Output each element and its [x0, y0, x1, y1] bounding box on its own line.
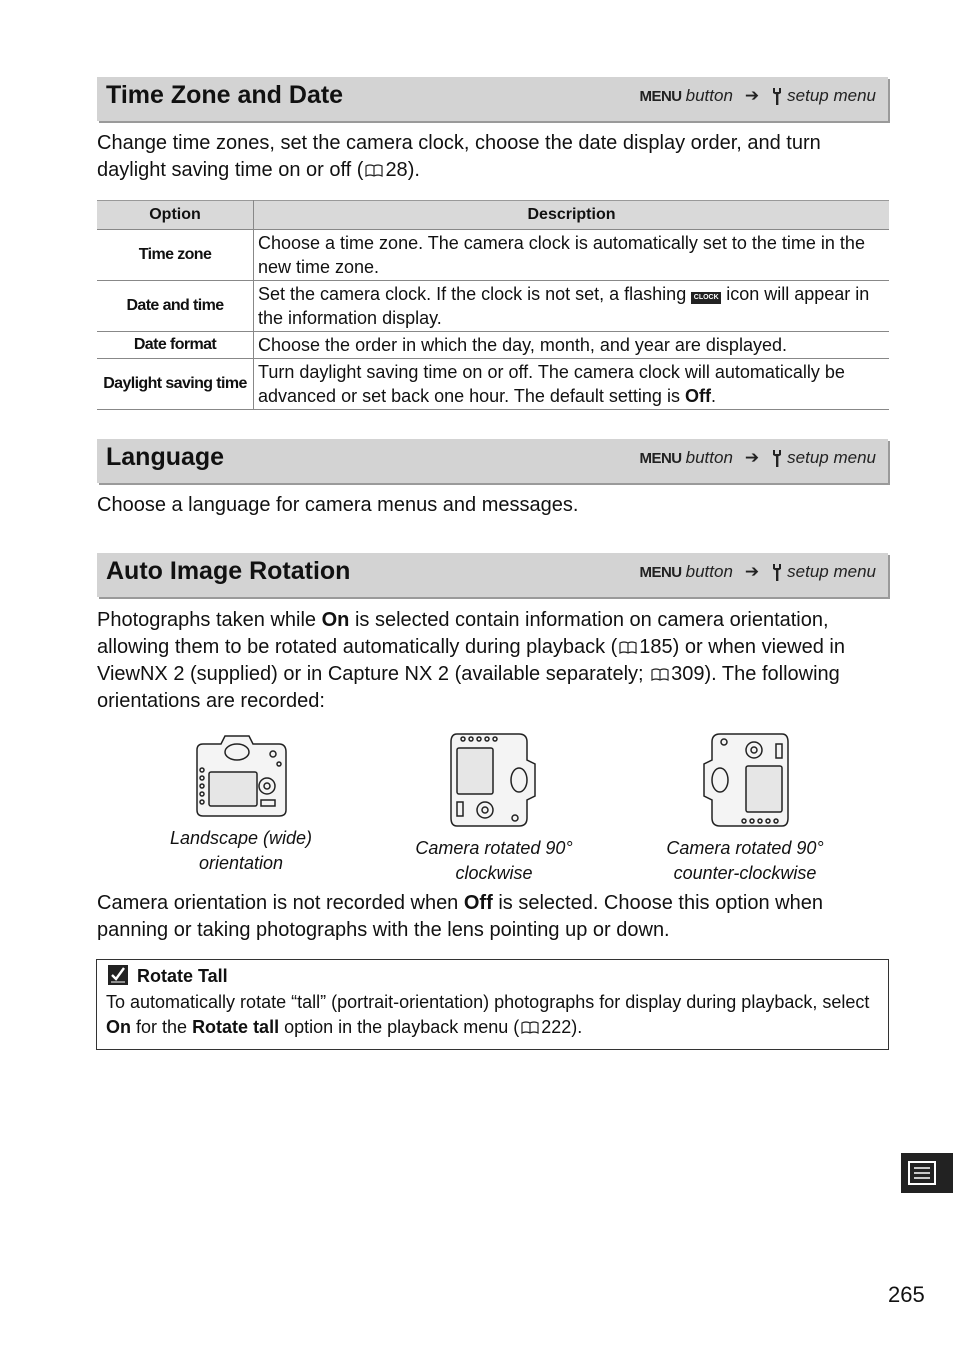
button-word: button: [685, 562, 733, 581]
paragraph-text: Camera orientation is not recorded when: [97, 892, 459, 914]
arrow-icon: ➔: [744, 562, 760, 581]
caption-landscape: [141, 826, 341, 876]
page-ref: 28: [385, 159, 408, 181]
header-option: Option: [97, 201, 254, 230]
figure-counter-clockwise: [645, 730, 845, 886]
caption-clockwise: [394, 836, 594, 886]
option-name: Date and time: [97, 281, 254, 332]
section-title: Language: [106, 443, 225, 471]
wrench-icon: [771, 563, 783, 581]
caption-line: Camera rotated 90°: [666, 838, 824, 858]
rotate-tall-option: Rotate tall: [192, 1017, 280, 1037]
book-ref-icon: [651, 668, 669, 681]
section-header-time-zone: [97, 77, 888, 121]
menu-path: [639, 448, 876, 468]
paragraph-text: Photographs taken while: [97, 609, 317, 631]
clock-icon: CLOCK: [691, 292, 721, 304]
description-text: Turn daylight saving time on or off. The camera clock will automatically be advanced or set back one hour. The default setting is: [258, 362, 845, 406]
page-ref: 309: [671, 663, 705, 685]
on-value: On: [106, 1017, 131, 1037]
option-description: Choose a time zone. The camera clock is automatically set to the time in the new time zone.: [254, 230, 890, 281]
button-word: button: [685, 448, 733, 467]
note-text: To automatically rotate “tall” (portrait-orientation) photographs for display during playback, select: [106, 992, 870, 1012]
option-name: Date format: [97, 332, 254, 359]
setup-menu-label: setup menu: [787, 86, 876, 105]
page-number: 265: [888, 1282, 925, 1307]
setup-menu-label: setup menu: [787, 448, 876, 467]
note-text: ).: [571, 1017, 583, 1037]
section-title: Auto Image Rotation: [106, 557, 351, 585]
setup-menu-label: setup menu: [787, 562, 876, 581]
page-ref: 185: [639, 636, 673, 658]
intro-text: Change time zones, set the camera clock, choose the date display order, and turn daylight saving time on or off (: [97, 132, 821, 181]
note-body: [106, 990, 886, 1040]
time-zone-intro: [97, 130, 877, 184]
table-row: [97, 230, 889, 281]
section-header-auto-rotation: [97, 553, 888, 597]
table-row: [97, 281, 889, 332]
book-ref-icon: [521, 1021, 539, 1034]
book-ref-icon: [619, 641, 637, 654]
menu-key: MENU: [639, 449, 682, 467]
menu-key: MENU: [639, 87, 682, 105]
language-text: Choose a language for camera menus and messages.: [97, 494, 579, 516]
note-text: option in the playback menu (: [284, 1017, 520, 1037]
option-description: [254, 281, 890, 332]
book-ref-icon: [365, 164, 383, 177]
note-box: [96, 959, 889, 1050]
caption-counter-clockwise: [645, 836, 845, 886]
description-text-end: .: [710, 386, 716, 406]
note-title: Rotate Tall: [137, 966, 228, 986]
on-value: On: [321, 609, 350, 631]
camera-landscape-illustration: [191, 730, 291, 820]
options-table: [97, 200, 889, 410]
intro-text-end: ).: [407, 159, 420, 181]
arrow-icon: ➔: [744, 448, 760, 467]
section-title: Time Zone and Date: [106, 81, 344, 109]
option-name: Daylight saving time: [97, 359, 254, 410]
menu-path: [639, 562, 876, 582]
caption-line: counter-clockwise: [673, 863, 817, 883]
figure-landscape: [141, 730, 341, 876]
description-text-end: icon will appear in the information display.: [258, 284, 870, 328]
menu-list-icon: [901, 1153, 953, 1193]
option-name: Time zone: [97, 230, 254, 281]
header-description: Description: [254, 201, 890, 230]
arrow-icon: ➔: [744, 86, 760, 105]
table-row: [97, 332, 889, 359]
paragraph-text: ). The following orientations are recorded:: [97, 663, 840, 712]
paragraph-text: is selected contain information on camera orientation, allowing them to be rotated automatically during playback (: [97, 609, 829, 658]
option-description: [254, 359, 890, 410]
note-text: for the: [136, 1017, 188, 1037]
caption-line: Camera rotated 90°: [415, 838, 573, 858]
wrench-icon: [771, 449, 783, 467]
button-word: button: [685, 86, 733, 105]
description-text: Set the camera clock. If the clock is not set, a flashing: [258, 284, 687, 304]
menu-key: MENU: [639, 563, 682, 581]
auto-rotation-off-paragraph: [97, 890, 887, 944]
caption-line: clockwise: [455, 863, 533, 883]
checkmark-note-icon: [108, 965, 128, 985]
wrench-icon: [771, 87, 783, 105]
paragraph-text: is selected. Choose this option when panning or taking photographs with the lens pointing up or down.: [97, 892, 823, 941]
caption-line: orientation: [198, 853, 284, 873]
auto-rotation-paragraph: [97, 607, 892, 715]
off-value: Off: [684, 386, 711, 406]
camera-clockwise-illustration: [449, 730, 539, 830]
off-value: Off: [463, 892, 493, 914]
section-header-language: [97, 439, 888, 483]
caption-line: Landscape (wide): [169, 828, 313, 848]
option-description: Choose the order in which the day, month, and year are displayed.: [254, 332, 890, 359]
table-row: [97, 359, 889, 410]
figure-clockwise: [394, 730, 594, 886]
menu-path: [639, 86, 876, 106]
paragraph-text: ) or when viewed in ViewNX 2 (supplied) or in Capture NX 2 (available separately;: [97, 636, 845, 685]
camera-counter-clockwise-illustration: [700, 730, 790, 830]
menu-section-tab[interactable]: [901, 1153, 953, 1193]
page-ref: 222: [541, 1017, 572, 1037]
